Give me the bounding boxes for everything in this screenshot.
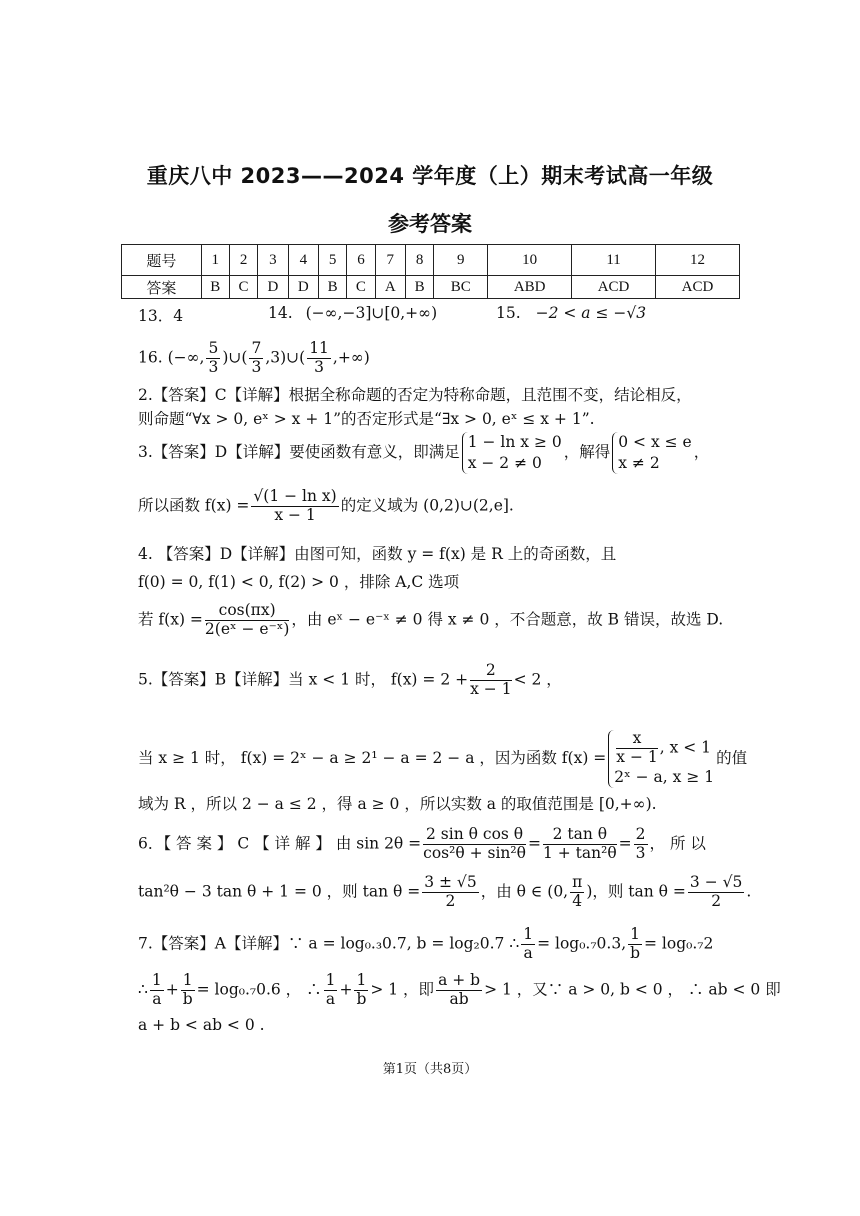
fraction — [521, 926, 535, 963]
solution-2-line-1: 2.【答案】C【详解】根据全称命题的否定为特称命题，且范围不变，结论相反， — [138, 386, 692, 404]
q-answer: B — [319, 276, 347, 299]
fraction — [150, 972, 164, 1009]
fraction-den: a — [152, 989, 162, 1008]
answer-table — [121, 244, 740, 299]
q-answer: ACD — [572, 276, 656, 299]
fraction — [470, 662, 511, 699]
fraction-den: 2 — [445, 891, 456, 910]
q-answer: C — [229, 276, 257, 299]
fraction-num: x — [616, 730, 657, 749]
answer-16-part: ,3)∪( — [265, 348, 306, 367]
fraction — [205, 602, 289, 639]
fraction-den: 1 + tan²θ — [542, 843, 617, 862]
solution-text: ，由 θ ∈ (0, — [480, 882, 569, 901]
fraction — [628, 926, 642, 963]
system-of-inequalities — [462, 432, 562, 474]
q-number: 12 — [656, 245, 740, 276]
answer-table-number-row — [122, 245, 740, 276]
fraction-num: 2 — [470, 662, 511, 681]
q-number: 11 — [572, 245, 656, 276]
fraction-den: b — [356, 989, 367, 1008]
fraction-num: 2 — [635, 825, 646, 843]
q-number: 8 — [405, 245, 433, 276]
solution-text: tan²θ − 3 tan θ + 1 = 0 ，则 tan θ = — [138, 882, 421, 901]
answer-16-part: )∪( — [222, 348, 248, 367]
fraction-num: 7 — [251, 339, 262, 357]
solution-text: + — [339, 980, 353, 999]
page-footer: 第1页（共8页） — [382, 1062, 478, 1077]
solution-text: = log₀.₇0.6 ， ∴ — [196, 980, 322, 999]
solution-text: 当 x ≥ 1 时， f(x) = 2ˣ − a ≥ 2¹ − a = 2 − a ，因为函数 f(x) = — [138, 748, 607, 767]
solution-6-line-2 — [138, 874, 751, 911]
answer-14 — [268, 304, 437, 322]
fraction-den: x − 1 — [616, 747, 658, 766]
solution-text: ， 所 以 — [649, 834, 706, 853]
answer-table-answer-row — [122, 276, 740, 299]
solution-text: < 2 ， — [513, 670, 562, 689]
solution-text: 6．【 答 案 】 C 【 详 解 】 由 sin 2θ = — [138, 834, 422, 853]
fraction-num: cos(πx) — [205, 602, 289, 621]
solution-3-line-2 — [138, 488, 514, 525]
fraction — [249, 340, 263, 377]
q-answer: D — [288, 276, 318, 299]
solution-text: ∴ — [138, 980, 148, 999]
solution-text: 若 f(x) = — [138, 610, 203, 629]
q-answer: B — [201, 276, 229, 299]
fraction-den: 3 — [251, 357, 262, 376]
equals-sign: = — [618, 834, 632, 853]
answer-14-label: 14. — [268, 304, 293, 322]
fraction-den: a — [523, 943, 533, 962]
solution-4-line-1: 4. 【答案】D【详解】由图可知，函数 y = f(x) 是 R 上的奇函数，且 — [138, 545, 617, 563]
fraction-den: b — [630, 943, 641, 962]
q-number: 7 — [375, 245, 405, 276]
solution-4-line-3 — [138, 602, 723, 639]
solution-text: 5.【答案】B【详解】当 x < 1 时， f(x) = 2 + — [138, 670, 469, 689]
q-answer: BC — [434, 276, 488, 299]
system-row: x ≠ 2 — [618, 453, 660, 472]
q-number: 2 — [229, 245, 257, 276]
solution-5-line-2 — [138, 730, 747, 788]
solution-text: )，则 tan θ = — [586, 882, 686, 901]
solution-text: = log₀.₇2 — [644, 934, 714, 953]
solution-text: 所以函数 f(x) = — [138, 496, 250, 515]
fraction — [206, 340, 220, 377]
answer-16-part: ,+∞) — [332, 348, 370, 367]
q-number: 4 — [288, 245, 318, 276]
fraction — [634, 826, 648, 863]
piecewise-row: 2ˣ − a, x ≥ 1 — [614, 767, 715, 786]
fraction-num: a + b — [438, 971, 481, 989]
answer-16 — [138, 340, 370, 377]
piecewise-condition: , x < 1 — [659, 738, 712, 757]
solution-text: + — [165, 980, 179, 999]
q-answer: ABD — [488, 276, 572, 299]
fraction — [422, 874, 478, 911]
piecewise-function — [608, 730, 714, 788]
fraction-num: 2 tan θ — [543, 826, 617, 845]
solution-text: 的值 — [716, 748, 748, 767]
page-subtitle: 参考答案 — [388, 212, 472, 236]
equals-sign: = — [527, 834, 541, 853]
solution-7-line-2 — [138, 972, 781, 1009]
fraction-num: 1 — [151, 971, 162, 989]
q-number: 10 — [488, 245, 572, 276]
fraction-num: 1 — [182, 971, 193, 989]
fraction — [423, 826, 526, 863]
fraction-den: a — [325, 989, 336, 1008]
fraction — [324, 972, 338, 1009]
answer-16-part: (−∞, — [167, 348, 205, 367]
fraction-num: 3 − √5 — [689, 873, 743, 891]
fraction — [181, 972, 195, 1009]
solution-text: 7.【答案】A【详解】∵ a = log₀.₃0.7, b = log₂0.7 ∴ — [138, 934, 520, 953]
fraction-num: π — [572, 873, 583, 891]
fraction — [688, 874, 744, 911]
fraction-den: 2 — [711, 891, 722, 910]
page-title: 重庆八中 2023——2024 学年度（上）期末考试高一年级 — [146, 164, 714, 188]
answer-15-value: −2 < a ≤ −√3 — [535, 304, 647, 322]
answer-15 — [496, 304, 646, 322]
fraction — [616, 730, 657, 767]
answer-15-label: 15. — [496, 304, 521, 322]
q-number: 6 — [347, 245, 375, 276]
fraction-den: 3 — [635, 843, 646, 862]
fraction-num: 1 — [523, 925, 534, 943]
fraction-num: 1 — [356, 971, 367, 989]
fraction — [307, 340, 331, 377]
solution-text: . — [746, 882, 752, 901]
fraction-den: 2(eˣ − e⁻ˣ) — [204, 619, 290, 638]
fraction-num: 1 — [325, 971, 336, 989]
solution-text: > 1 ，即 — [370, 980, 435, 999]
solution-text: ，由 eˣ − e⁻ˣ ≠ 0 得 x ≠ 0 ，不合题意，故 B 错误，故选 D. — [291, 610, 724, 629]
fraction-den: b — [182, 989, 193, 1008]
solution-text: 3.【答案】D【详解】要使函数有意义，即满足 — [138, 442, 460, 461]
solution-2-line-2: 则命题“∀x > 0, eˣ > x + 1”的否定形式是“∃x > 0, eˣ ≤ x + 1”. — [138, 410, 595, 428]
fraction-num: 2 sin θ cos θ — [423, 826, 526, 845]
q-answer: ACD — [656, 276, 740, 299]
solution-text: ， — [693, 442, 710, 461]
solution-6-line-1 — [138, 826, 706, 863]
q-answer: D — [258, 276, 288, 299]
solution-text: ，解得 — [563, 442, 611, 461]
q-answer: B — [405, 276, 433, 299]
fraction-den: 4 — [572, 891, 583, 910]
fraction-num: 1 — [630, 925, 641, 943]
piecewise-row — [614, 730, 714, 767]
fraction-den: cos²θ + sin²θ — [423, 843, 526, 862]
solution-text: 的定义域为 (0,2)∪(2,e]. — [340, 496, 514, 515]
fraction-num: √(1 − ln x) — [253, 487, 337, 505]
q-number: 1 — [201, 245, 229, 276]
system-of-inequalities — [612, 432, 691, 474]
solution-4-line-2: f(0) = 0, f(1) < 0, f(2) > 0 ，排除 A,C 选项 — [138, 573, 460, 591]
fraction-num: 5 — [208, 339, 219, 357]
solution-7-line-1 — [138, 926, 713, 963]
fraction-den: 3 — [208, 357, 219, 376]
answer-13: 13．4 — [138, 307, 184, 325]
fraction-den: x − 1 — [274, 505, 316, 524]
q-answer: C — [347, 276, 375, 299]
solution-text: = log₀.₇0.3, — [537, 934, 627, 953]
fraction-den: 3 — [314, 357, 324, 376]
system-row: 0 < x ≤ e — [618, 433, 692, 451]
fraction-den: x − 1 — [470, 679, 512, 698]
fraction — [251, 488, 338, 525]
fraction — [570, 874, 584, 911]
fraction — [543, 826, 617, 863]
solution-5-line-1 — [138, 662, 562, 699]
solution-3-line-1 — [138, 432, 709, 474]
fraction-num: 3 ± √5 — [424, 873, 477, 891]
q-number: 5 — [319, 245, 347, 276]
q-answer: A — [375, 276, 405, 299]
solution-7-line-3: a + b < ab < 0 . — [138, 1016, 265, 1034]
fraction-den: ab — [449, 989, 469, 1008]
solution-text: > 1 ，又∵ a > 0, b < 0 ， ∴ ab < 0 即 — [484, 980, 781, 999]
q-number: 3 — [258, 245, 288, 276]
answer-16-label: 16. — [138, 348, 163, 367]
system-row: x − 2 ≠ 0 — [467, 453, 542, 472]
fraction — [436, 972, 482, 1009]
solution-5-line-3: 域为 R ，所以 2 − a ≤ 2 ，得 a ≥ 0 ，所以实数 a 的取值范围是 [0,+∞). — [138, 795, 657, 813]
row-header-number: 题号 — [122, 245, 202, 276]
system-row: 1 − ln x ≥ 0 — [467, 433, 562, 451]
q-number: 9 — [434, 245, 488, 276]
fraction — [354, 972, 368, 1009]
row-header-answer: 答案 — [122, 276, 202, 299]
fraction-num: 11 — [309, 339, 329, 357]
answer-14-value: (−∞,−3]∪[0,+∞) — [305, 304, 438, 322]
